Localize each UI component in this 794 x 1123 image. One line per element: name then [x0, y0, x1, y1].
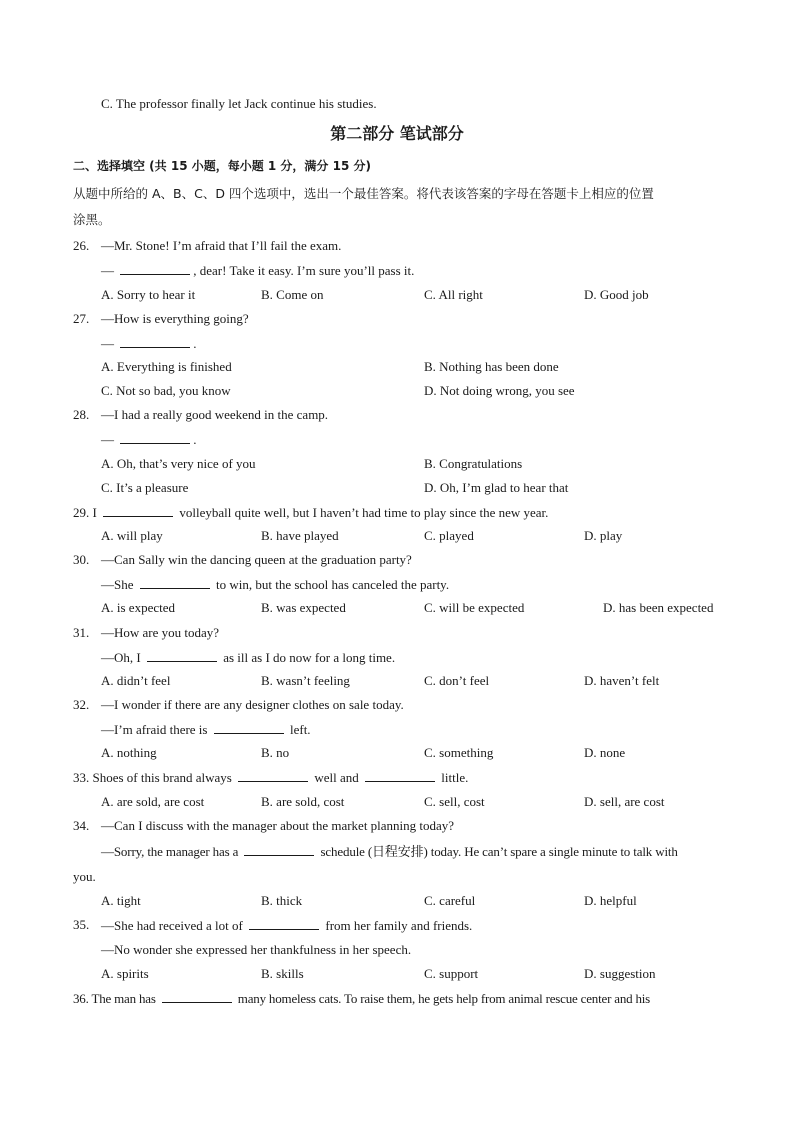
question-number: 31. — [73, 625, 90, 640]
option-d[interactable]: D. helpful — [584, 893, 637, 908]
question-number: 26. — [73, 238, 90, 253]
option-a[interactable]: A. Oh, that’s very nice of you — [101, 456, 256, 471]
option-a[interactable]: A. tight — [101, 893, 141, 908]
question-number: 28. — [73, 407, 90, 422]
answer-blank[interactable] — [120, 431, 190, 444]
option-d[interactable]: D. haven’t felt — [584, 673, 660, 688]
question-number: 27. — [73, 311, 90, 326]
answer-blank[interactable] — [244, 843, 314, 856]
option-b[interactable]: B. skills — [261, 966, 304, 981]
question-number: 35. — [73, 917, 90, 932]
q32-response: —I’m afraid there is left. — [101, 722, 311, 737]
option-c[interactable]: C. don’t feel — [424, 673, 490, 688]
option-d[interactable]: D. Good job — [584, 287, 649, 302]
q32-prompt: —I wonder if there are any designer clothes on sale today. — [101, 697, 404, 712]
option-d[interactable]: D. none — [584, 745, 626, 760]
q27-prompt: —How is everything going? — [101, 311, 249, 326]
part-title: 第二部分 笔试部分 — [330, 124, 464, 143]
option-c[interactable]: C. will be expected — [424, 600, 525, 615]
answer-blank[interactable] — [238, 769, 308, 782]
q31-response: —Oh, I as ill as I do now for a long time. — [101, 650, 396, 665]
option-d[interactable]: D. sell, are cost — [584, 794, 665, 809]
option-a[interactable]: A. nothing — [101, 745, 157, 760]
answer-blank[interactable] — [162, 990, 232, 1003]
section-header: 二、选择填空 (共 15 小题，每小题 1 分，满分 15 分) — [73, 159, 371, 173]
option-b[interactable]: B. Come on — [261, 287, 324, 302]
option-d[interactable]: D. Not doing wrong, you see — [424, 383, 575, 398]
option-d[interactable]: D. Oh, I’m glad to hear that — [424, 480, 569, 495]
q35-prompt: —She had received a lot of from her family and friends. — [101, 918, 473, 933]
option-c[interactable]: C. It’s a pleasure — [101, 480, 189, 495]
question-number: 32. — [73, 697, 90, 712]
q33-prompt: 33. Shoes of this brand always well and little. — [73, 770, 469, 785]
option-c[interactable]: C. something — [424, 745, 494, 760]
answer-blank[interactable] — [120, 335, 190, 348]
option-c[interactable]: C. Not so bad, you know — [101, 383, 231, 398]
q36-prompt: 36. The man has many homeless cats. To raise them, he gets help from animal rescue center and his — [73, 991, 651, 1006]
option-a[interactable]: A. didn’t feel — [101, 673, 171, 688]
q31-prompt: —How are you today? — [101, 625, 220, 640]
q34-response: —Sorry, the manager has a schedule (日程安排) today. He can’t spare a single minute to talk with — [101, 844, 678, 859]
option-b[interactable]: B. no — [261, 745, 290, 760]
option-d[interactable]: D. suggestion — [584, 966, 656, 981]
option-a[interactable]: A. are sold, are cost — [101, 794, 205, 809]
q28-prompt: —I had a really good weekend in the camp. — [101, 407, 329, 422]
q26-response: — , dear! Take it easy. I’m sure you’ll pass it. — [101, 263, 415, 278]
option-b[interactable]: B. have played — [261, 528, 339, 543]
answer-blank[interactable] — [140, 576, 210, 589]
option-b[interactable]: B. Nothing has been done — [424, 359, 559, 374]
option-a[interactable]: A. Sorry to hear it — [101, 287, 196, 302]
question-number: 34. — [73, 818, 90, 833]
q29-prompt: 29. I volleyball quite well, but I haven’t had time to play since the new year. — [73, 505, 549, 520]
option-d[interactable]: D. has been expected — [603, 600, 714, 615]
option-b[interactable]: B. are sold, cost — [261, 794, 345, 809]
option-c[interactable]: C. careful — [424, 893, 476, 908]
option-b[interactable]: B. wasn’t feeling — [261, 673, 350, 688]
q35-response: —No wonder she expressed her thankfulness in her speech. — [101, 942, 412, 957]
answer-blank[interactable] — [147, 649, 217, 662]
question-number: 30. — [73, 552, 90, 567]
instructions-line-2: 涂黑。 — [73, 212, 111, 227]
option-c[interactable]: C. All right — [424, 287, 483, 302]
q30-response: —She to win, but the school has canceled the party. — [101, 577, 450, 592]
q34-prompt: —Can I discuss with the manager about the market planning today? — [101, 818, 455, 833]
option-b[interactable]: B. Congratulations — [424, 456, 523, 471]
answer-blank[interactable] — [214, 721, 284, 734]
option-a[interactable]: A. will play — [101, 528, 163, 543]
q30-prompt: —Can Sally win the dancing queen at the graduation party? — [101, 552, 412, 567]
option-a[interactable]: A. Everything is finished — [101, 359, 232, 374]
answer-blank[interactable] — [120, 262, 190, 275]
option-d[interactable]: D. play — [584, 528, 623, 543]
instructions-line-1: 从题中所给的 A、B、C、D 四个选项中，选出一个最佳答案。将代表该答案的字母在答题卡上相应的位置 — [73, 186, 654, 201]
option-b[interactable]: B. thick — [261, 893, 303, 908]
previous-option-c: C. The professor finally let Jack continue his studies. — [101, 96, 377, 111]
option-c[interactable]: C. support — [424, 966, 479, 981]
q28-response: — . — [101, 432, 197, 447]
option-a[interactable]: A. is expected — [101, 600, 176, 615]
answer-blank[interactable] — [365, 769, 435, 782]
option-c[interactable]: C. sell, cost — [424, 794, 485, 809]
q34-response-cont: you. — [73, 869, 96, 884]
answer-blank[interactable] — [103, 504, 173, 517]
option-b[interactable]: B. was expected — [261, 600, 346, 615]
option-a[interactable]: A. spirits — [101, 966, 149, 981]
q26-prompt: —Mr. Stone! I’m afraid that I’ll fail the exam. — [101, 238, 342, 253]
option-c[interactable]: C. played — [424, 528, 474, 543]
answer-blank[interactable] — [249, 917, 319, 930]
q27-response: — . — [101, 336, 197, 351]
